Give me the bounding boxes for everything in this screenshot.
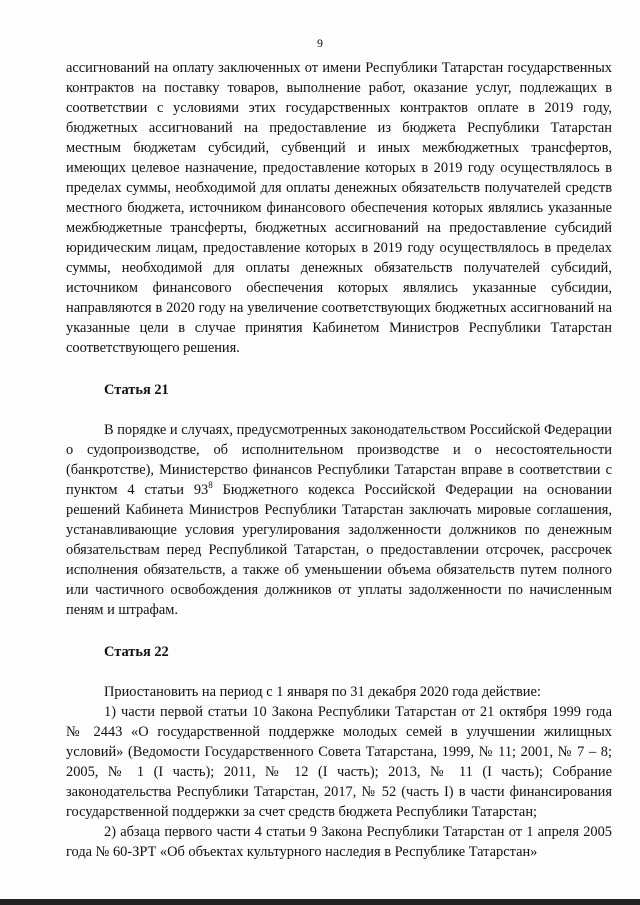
article-21-heading: Статья 21 xyxy=(104,382,169,398)
document-body xyxy=(66,58,612,862)
article-21-paragraph xyxy=(66,420,612,620)
article-22-item-2: 2) абзаца первого части 4 статьи 9 Закона Республики Татарстан от 1 апреля 2005 года № 60-ЗРТ «Об объектах культурного наследия в Республике Татарстан» xyxy=(66,824,612,860)
article-22-heading: Статья 22 xyxy=(104,644,169,660)
article-21-text-after: Бюджетного кодекса Российской Федерации на основании решений Кабинета Министров Республики Татарстан заключать мировые соглашения, устанавливающие условия урегулирования задолженности должников по денежным обязательствам перед Республикой Татарстан, о предоставлении отсрочек, рассрочек исполнения обязательств, а также об уменьшении объема обязательств путем полного или частичного освобождения должников от уплаты задолженности по начисленным пеням и штрафам. xyxy=(66,482,612,618)
scan-edge-bar xyxy=(0,899,640,905)
page-number: 9 xyxy=(317,36,323,50)
article-22-item-1: 1) части первой статьи 10 Закона Республики Татарстан от 21 октября 1999 года № 2443 «О государственной поддержке молодых семей в улучшении жилищных условий» (Ведомости Государственного Совета Татарстана, 1999, № 11; 2001, № 7 – 8; 2005, № 1 (I часть); 2011, № 12 (I часть); 2013, № 11 (I часть); Собрание законодательства Республики Татарстан, 2017, № 52 (часть I) в части финансирования государственной поддержки за счет средств бюджета Республики Татарстан; xyxy=(66,704,612,820)
article-21-superscript: 8 xyxy=(208,480,213,491)
article-22-intro: Приостановить на период с 1 января по 31 декабря 2020 года действие: xyxy=(104,684,541,700)
article-21-text-before: В порядке и случаях, предусмотренных законодательством Российской Федерации о судопроизводстве, об исполнительном производстве и о несостоятельности (банкротстве), Министерство финансов Республики Татарстан вправе в соответствии с пунктом 4 статьи 93 xyxy=(66,422,612,498)
paragraph-continuation: ассигнований на оплату заключенных от имени Республики Татарстан государственных контрактов на поставку товаров, выполнение работ, оказание услуг, подлежащих в соответствии с условиями этих государственных контрактов оплате в 2019 году, бюджетных ассигнований на предоставление из бюджета Республики Татарстан местным бюджетам субсидий, субвенций и иных межбюджетных трансфертов, имеющих целевое назначение, предоставление которых в 2019 году осуществлялось в пределах суммы, необходимой для оплаты денежных обязательств получателей средств местного бюджета, источником финансового обеспечения которых являлись указанные межбюджетные трансферты, бюджетных ассигнований на предоставление субсидий юридическим лицам, предоставление которых в 2019 году осуществлялось в пределах суммы, необходимой для оплаты денежных обязательств получателей субсидий, источником финансового обеспечения которых являлись указанные субсидии, направляются в 2020 году на увеличение соответствующих бюджетных ассигнований на указанные цели в случае принятия Кабинетом Министров Республики Татарстан соответствующего решения. xyxy=(66,60,612,356)
